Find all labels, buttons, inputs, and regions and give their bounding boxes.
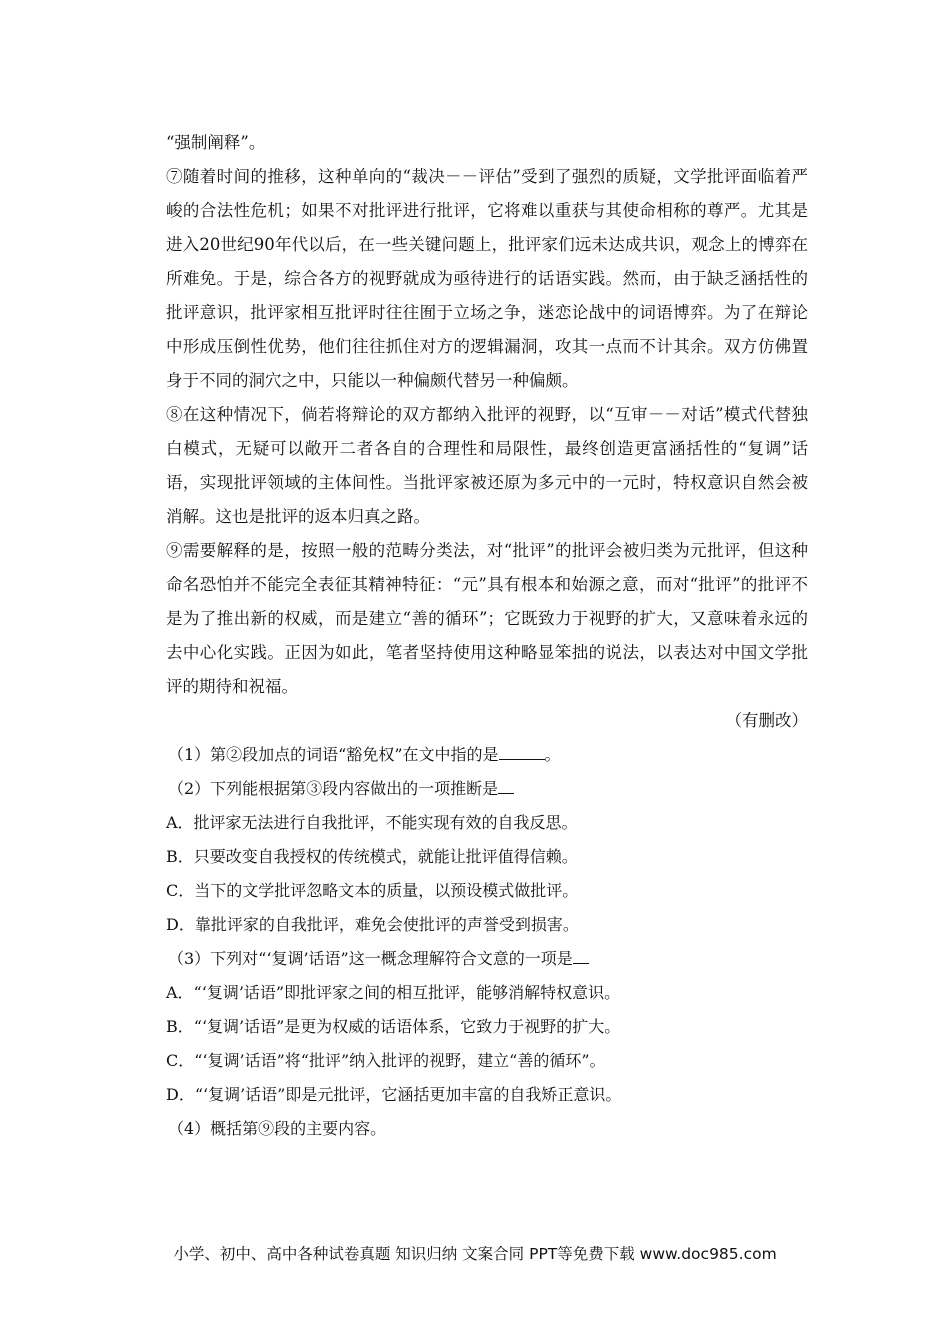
answer-blank-2 — [498, 777, 514, 794]
document-body — [166, 126, 808, 1146]
question-2 — [166, 772, 808, 806]
page-footer: 小学、初中、高中各种试卷真题 知识归纳 文案合同 PPT等免费下载 www.doc985.com — [173, 1245, 777, 1263]
question-1-end: 。 — [544, 745, 561, 764]
question-3-option-a: A．“‘复调’话语”即批评家之间的相互批评，能够消解特权意识。 — [166, 983, 621, 1002]
source-note: （有删改） — [725, 711, 808, 730]
answer-blank-3 — [573, 947, 589, 964]
passage-paragraph-8: ⑧在这种情况下，倘若将辩论的双方都纳入批评的视野，以“互审－－对话”模式代替独白模式，无疑可以敞开二者各自的合理性和局限性，最终创造更富涵括性的“复调”话语，实现批评领域的主体间性。当批评家被还原为多元中的一元时，特权意识自然会被消解。这也是批评的返本归真之路。 — [166, 405, 808, 526]
question-3-text: （3）下列对“‘复调’话语”这一概念理解符合文意的一项是 — [168, 949, 573, 968]
question-3 — [166, 942, 808, 976]
answer-blank-1 — [499, 743, 545, 760]
question-4: （4）概括第⑨段的主要内容。 — [168, 1119, 387, 1138]
question-1-text: （1）第②段加点的词语“豁免权”在文中指的是 — [168, 745, 499, 764]
question-3-option-d: D．“‘复调’话语”即是元批评，它涵括更加丰富的自我矫正意识。 — [166, 1085, 622, 1104]
question-2-option-a: A．批评家无法进行自我批评，不能实现有效的自我反思。 — [166, 813, 578, 832]
passage-paragraph-6-end: “强制阐释”。 — [166, 133, 266, 152]
question-3-option-c: C．“‘复调’话语”将“批评”纳入批评的视野，建立“善的循环”。 — [166, 1051, 606, 1070]
question-2-option-c: C．当下的文学批评忽略文本的质量，以预设模式做批评。 — [166, 881, 579, 900]
question-3-option-b: B．“‘复调’话语”是更为权威的话语体系，它致力于视野的扩大。 — [166, 1017, 621, 1036]
passage-paragraph-7: ⑦随着时间的推移，这种单向的“裁决－－评估”受到了强烈的质疑，文学批评面临着严峻的合法性危机；如果不对批评进行批评，它将难以重获与其使命相称的尊严。尤其是进入20世纪90年代以后，在一些关键问题上，批评家们远未达成共识，观念上的博弈在所难免。于是，综合各方的视野就成为亟待进行的话语实践。然而，由于缺乏涵括性的批评意识，批评家相互批评时往往囿于立场之争，迷恋论战中的词语博弈。为了在辩论中形成压倒性优势，他们往往抓住对方的逻辑漏洞，攻其一点而不计其余。双方仿佛置身于不同的洞穴之中，只能以一种偏颇代替另一种偏颇。 — [166, 167, 808, 390]
question-2-option-b: B．只要改变自我授权的传统模式，就能让批评值得信赖。 — [166, 847, 578, 866]
passage-paragraph-9: ⑨需要解释的是，按照一般的范畴分类法，对“批评”的批评会被归类为元批评，但这种命名恐怕并不能完全表征其精神特征：“元”具有根本和始源之意，而对“批评”的批评不是为了推出新的权威，而是建立“善的循环”；它既致力于视野的扩大，又意味着永远的去中心化实践。正因为如此，笔者坚持使用这种略显笨拙的说法，以表达对中国文学批评的期待和祝福。 — [166, 541, 808, 696]
question-2-text: （2）下列能根据第③段内容做出的一项推断是 — [168, 779, 499, 798]
question-2-option-d: D．靠批评家的自我批评，难免会使批评的声誉受到损害。 — [166, 915, 579, 934]
question-1 — [166, 738, 808, 772]
